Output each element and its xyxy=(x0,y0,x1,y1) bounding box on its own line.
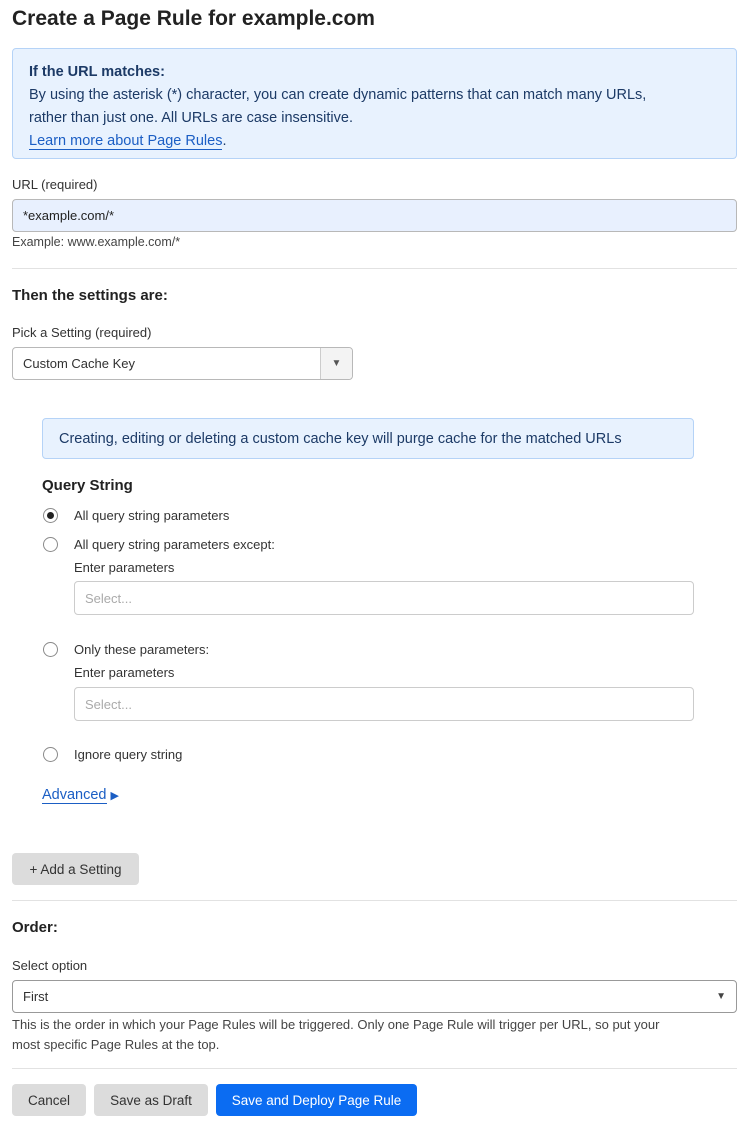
period: . xyxy=(222,133,227,149)
radio-ignore[interactable] xyxy=(43,747,58,762)
url-label: URL (required) xyxy=(12,177,98,192)
advanced-toggle[interactable] xyxy=(42,787,119,804)
info-heading: If the URL matches: xyxy=(29,64,165,80)
order-help-line: This is the order in which your Page Rules will be triggered. Only one Page Rule will trigger per URL, so put your xyxy=(12,1017,660,1032)
setting-select[interactable] xyxy=(12,347,353,380)
chevron-down-icon[interactable]: ▼ xyxy=(320,348,352,379)
learn-more-link[interactable]: Learn more about Page Rules xyxy=(29,133,223,149)
radio-label: All query string parameters except: xyxy=(74,537,275,552)
caret-right-icon: ▶ xyxy=(110,790,119,802)
query-string-heading: Query String xyxy=(42,477,133,494)
cancel-button[interactable]: Cancel xyxy=(12,1084,86,1116)
pick-setting-label: Pick a Setting (required) xyxy=(12,325,152,340)
divider xyxy=(12,1068,737,1069)
radio-all-except[interactable] xyxy=(43,537,58,552)
radio-label: Ignore query string xyxy=(74,747,183,762)
purge-notice: Creating, editing or deleting a custom cache key will purge cache for the matched URLs xyxy=(42,418,694,459)
order-help-line: most specific Page Rules at the top. xyxy=(12,1037,220,1052)
url-info-box xyxy=(12,48,737,159)
radio-only-these[interactable] xyxy=(43,642,58,657)
advanced-link[interactable]: Advanced xyxy=(42,787,107,803)
order-select[interactable] xyxy=(12,980,737,1013)
order-help xyxy=(12,1015,659,1055)
placeholder: Select... xyxy=(85,590,132,606)
deploy-button[interactable]: Save and Deploy Page Rule xyxy=(216,1084,417,1116)
radio-all-params[interactable] xyxy=(43,508,58,523)
setting-selected: Custom Cache Key xyxy=(23,356,135,371)
enter-params-label: Enter parameters xyxy=(74,665,175,680)
page-title: Create a Page Rule for example.com xyxy=(12,7,375,30)
except-params-input[interactable] xyxy=(74,581,694,615)
divider xyxy=(12,900,737,901)
save-draft-button[interactable]: Save as Draft xyxy=(94,1084,208,1116)
add-setting-button[interactable]: + Add a Setting xyxy=(12,853,139,885)
placeholder: Select... xyxy=(85,696,132,712)
divider xyxy=(12,268,737,269)
order-selected: First xyxy=(23,989,49,1004)
radio-label: Only these parameters: xyxy=(74,642,210,657)
info-line-2: rather than just one. All URLs are case insensitive. xyxy=(29,110,353,126)
order-heading: Order: xyxy=(12,919,58,936)
radio-label: All query string parameters xyxy=(74,508,230,523)
chevron-down-icon: ▼ xyxy=(716,991,726,1002)
url-input[interactable] xyxy=(12,199,737,232)
order-label: Select option xyxy=(12,958,88,973)
only-params-input[interactable] xyxy=(74,687,694,721)
url-example: Example: www.example.com/* xyxy=(12,235,181,249)
info-line-1: By using the asterisk (*) character, you can create dynamic patterns that can match many URLs, xyxy=(29,87,647,103)
url-value: *example.com/* xyxy=(23,208,115,223)
settings-heading: Then the settings are: xyxy=(12,287,168,304)
enter-params-label: Enter parameters xyxy=(74,560,175,575)
